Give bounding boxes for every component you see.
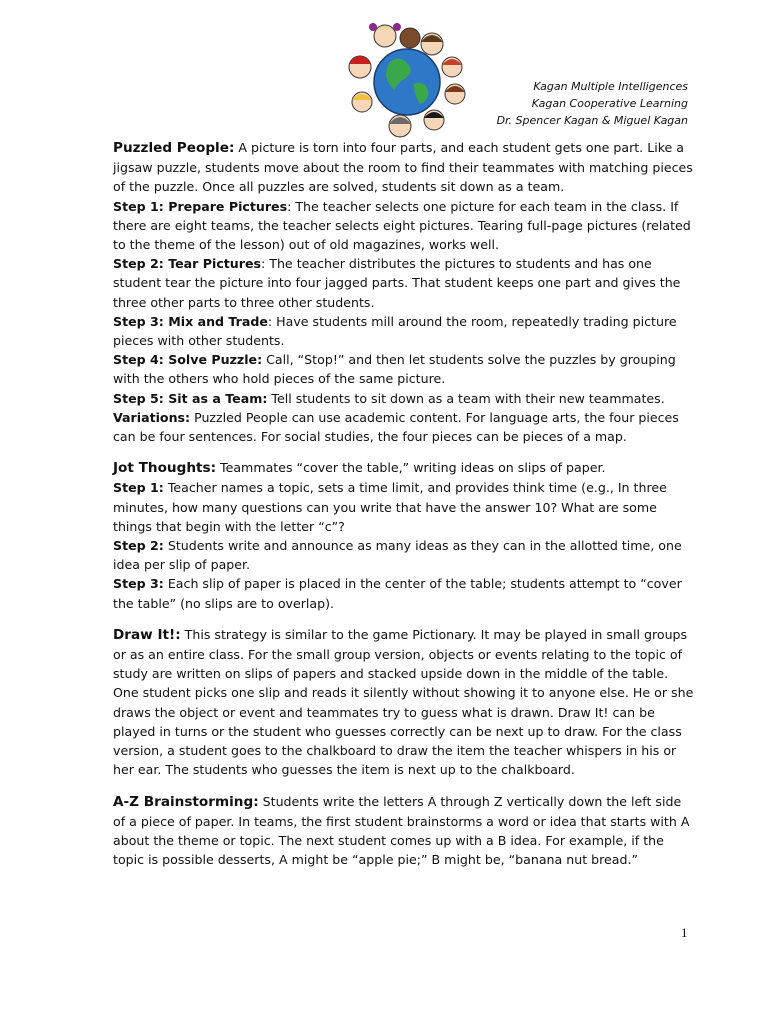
document-body (113, 138, 697, 881)
paragraph-text: Teammates “cover the table,” writing ideas on slips of paper. (216, 460, 606, 476)
paragraph (113, 197, 697, 255)
page-number: 1 (681, 925, 688, 940)
paragraph-text: : Have students mill around the room, repeatedly trading picture pieces with other students. (113, 313, 677, 349)
section-a-z-brainstorming (113, 792, 697, 870)
paragraph (113, 408, 697, 446)
paragraph-text: A picture is torn into four parts, and each student gets one part. Like a jigsaw puzzle, students move about the room to find their teammates with matching pieces of the puzzle. Once all puzzles are solved, students sit down as a team. (113, 140, 693, 195)
paragraph (113, 138, 697, 197)
paragraph-text: This strategy is similar to the game Pictionary. It may be played in small groups or as an entire class. For the small group version, objects or events relating to the topic of study are written on slips of papers and stacked upside down in the middle of the table. One student picks one slip and reads it silently without showing it to anyone else. He or she draws the object or event and teammates try to guess what is drawn. Draw It! can be played in turns or the student who guesses correctly can be next up to draw. For the class version, a student goes to the chalkboard to draw the item the teacher whispers in his or her ear. The students who guesses the item is next up to the chalkboard. (113, 626, 694, 778)
section-title: Puzzled People: (113, 140, 235, 156)
paragraph-text: : The teacher selects one picture for each team in the class. If there are eight teams, the teacher selects eight pictures. Tearing full-page pictures (related to the theme of the lesson) out of old magazines, works well. (113, 198, 691, 253)
section-title: A-Z Brainstorming: (113, 793, 259, 810)
paragraph-text: Students write and announce as many ideas as they can in the allotted time, one idea per slip of paper. (113, 538, 682, 573)
paragraph-text: Tell students to sit down as a team with their new teammates. (267, 390, 665, 406)
paragraph (113, 478, 697, 536)
step-label: Step 1: (113, 480, 164, 496)
paragraph (113, 792, 697, 870)
page-header (497, 78, 688, 129)
step-label: Step 2: (113, 538, 164, 554)
step-label: Step 3: (113, 576, 164, 592)
section-draw-it (113, 625, 697, 780)
paragraph (113, 389, 697, 408)
logo-globe-with-children (340, 22, 475, 142)
section-title: Jot Thoughts: (113, 460, 217, 477)
paragraph (113, 254, 697, 312)
paragraph (113, 536, 697, 574)
paragraph (113, 350, 697, 388)
paragraph (113, 312, 697, 350)
section-puzzled-people (113, 138, 697, 446)
paragraph (113, 458, 697, 478)
step-label: Step 5: Sit as a Team: (113, 390, 268, 406)
section-jot-thoughts (113, 458, 697, 613)
step-label: Variations: (113, 409, 191, 425)
step-label: Step 4: Solve Puzzle: (113, 352, 263, 368)
paragraph-text: Puzzled People can use academic content. For language arts, the four pieces can be four sentences. For social studies, the four pieces can be pieces of a map. (113, 409, 679, 445)
paragraph-text: Call, “Stop!” and then let students solve the puzzles by grouping with the others who hold pieces of the same picture. (113, 352, 676, 387)
header-line-2: Kagan Cooperative Learning (531, 97, 688, 110)
header-line-1: Kagan Multiple Intelligences (533, 80, 688, 93)
step-label: Step 3: Mix and Trade (113, 313, 268, 329)
paragraph (113, 574, 697, 612)
paragraph-text: : The teacher distributes the pictures to students and has one student tear the picture into four jagged parts. That student keeps one part and gives the three other parts to three other students. (113, 256, 681, 310)
step-label: Step 1: Prepare Pictures (113, 198, 288, 214)
header-line-3: Dr. Spencer Kagan & Miguel Kagan (496, 114, 688, 127)
paragraph-text: Teacher names a topic, sets a time limit, and provides think time (e.g., In three minutes, how many questions can you write that have the answer 10? What are some things that begin with the letter “c”? (113, 480, 667, 534)
paragraph-text: Students write the letters A through Z vertically down the left side of a piece of paper. In teams, the first student brainstorms a word or idea that starts with A about the theme or topic. The next student comes up with a B idea. For example, if the topic is possible desserts, A might be “apple pie;” B might be, “banana nut bread.” (113, 793, 690, 868)
paragraph-text: Each slip of paper is placed in the center of the table; students attempt to “cover the table” (no slips are to overlap). (113, 576, 682, 611)
step-label: Step 2: Tear Pictures (113, 256, 262, 272)
globe-with-children-faces-icon (340, 22, 475, 142)
paragraph (113, 625, 697, 780)
section-title: Draw It!: (113, 626, 181, 643)
